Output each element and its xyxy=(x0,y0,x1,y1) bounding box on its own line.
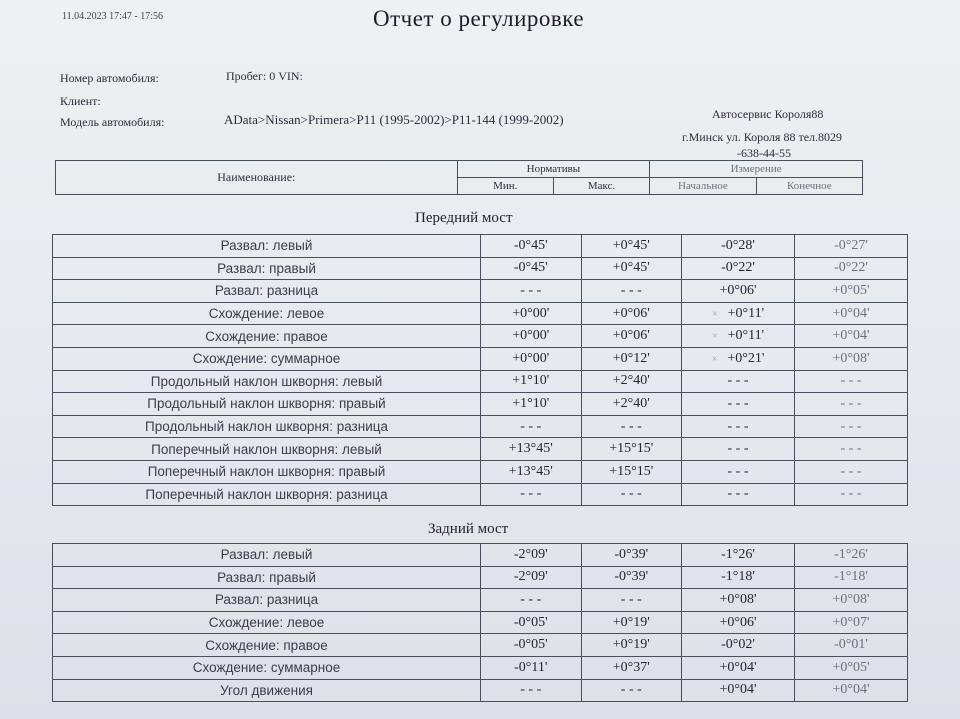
shop-phone: -638-44-55 xyxy=(737,146,791,160)
measure-final-text: +0°05' xyxy=(832,282,870,298)
parameter-name xyxy=(53,679,481,702)
measure-initial-text: +0°08' xyxy=(719,591,757,607)
parameter-name-text: Поперечный наклон шкворня: правый xyxy=(147,464,386,480)
norm-max-text: +0°45' xyxy=(612,260,650,276)
measure-initial xyxy=(682,544,795,567)
parameter-name xyxy=(53,302,481,325)
parameter-name xyxy=(53,634,481,657)
out-of-range-mark: × xyxy=(711,331,718,343)
table-row xyxy=(53,235,908,258)
norm-min-text: - - - xyxy=(520,282,542,298)
norm-min xyxy=(481,302,582,325)
measure-final-text: -0°22' xyxy=(834,260,868,276)
norm-max xyxy=(581,679,682,702)
norm-min-text: +0°00' xyxy=(512,305,550,321)
parameter-name-text: Схождение: левое xyxy=(208,615,325,631)
norm-max xyxy=(581,589,682,612)
measure-initial xyxy=(682,460,795,483)
norm-max xyxy=(581,415,682,438)
parameter-name xyxy=(53,347,481,370)
norm-min-text: +13°45' xyxy=(508,463,553,479)
measure-final xyxy=(795,656,908,679)
mileage-label: Пробег: 0 VIN: xyxy=(226,69,303,83)
norm-min xyxy=(481,393,582,416)
norm-min-text: +0°00' xyxy=(512,350,550,366)
rear-axle-title: Задний мост xyxy=(428,521,509,537)
norm-min xyxy=(481,679,582,702)
parameter-name xyxy=(53,257,481,280)
measure-final-text: +0°08' xyxy=(832,591,870,607)
col-header-final: Конечное xyxy=(756,178,862,195)
norm-min xyxy=(481,483,582,506)
measure-final xyxy=(795,393,908,416)
parameter-name xyxy=(53,460,481,483)
parameter-name-text: Развал: левый xyxy=(220,547,313,563)
measure-final-text: +0°08' xyxy=(832,350,870,366)
norm-min-text: +1°10' xyxy=(512,395,550,411)
norm-max-text: +0°19' xyxy=(612,614,650,630)
norm-max-text: - - - xyxy=(620,486,642,502)
measure-final xyxy=(795,544,908,567)
table-row xyxy=(53,302,908,325)
col-header-measure: Измерение xyxy=(650,161,863,178)
measure-final-text: -0°27' xyxy=(834,237,868,253)
measure-initial-text: +0°11' xyxy=(727,328,765,344)
parameter-name xyxy=(53,483,481,506)
measure-initial xyxy=(682,235,795,258)
norm-min-text: - - - xyxy=(520,682,542,698)
norm-max xyxy=(581,611,682,634)
parameter-name xyxy=(53,544,481,567)
front-axle-title: Передний мост xyxy=(415,210,513,226)
measure-initial xyxy=(682,656,795,679)
norm-min-text: - - - xyxy=(520,591,542,607)
measure-initial-text: +0°21' xyxy=(727,350,765,366)
measure-final-text: -1°18' xyxy=(834,569,868,585)
measure-initial xyxy=(682,415,795,438)
norm-min-text: +1°10' xyxy=(512,373,550,389)
norm-min-text: +0°00' xyxy=(512,328,550,344)
table-row xyxy=(53,438,908,461)
table-row xyxy=(53,393,908,416)
norm-min-text: -0°11' xyxy=(514,659,548,675)
norm-min-text: - - - xyxy=(520,418,542,434)
table-row xyxy=(53,589,908,612)
table-row xyxy=(53,634,908,657)
norm-max-text: +0°37' xyxy=(612,659,650,675)
measure-initial-text: - - - xyxy=(727,486,749,502)
parameter-name-text: Схождение: левое xyxy=(208,306,325,322)
norm-max xyxy=(581,370,682,393)
table-row xyxy=(53,415,908,438)
table-row xyxy=(53,679,908,702)
norm-min-text: -2°09' xyxy=(513,569,548,585)
parameter-name-text: Развал: левый xyxy=(220,238,313,254)
norm-min xyxy=(481,544,582,567)
norm-min-text: +13°45' xyxy=(508,441,553,457)
parameter-name-text: Развал: разница xyxy=(214,592,319,608)
parameter-name-text: Развал: разница xyxy=(214,283,319,299)
norm-max-text: - - - xyxy=(620,282,642,298)
client-label: Клиент: xyxy=(60,94,101,108)
parameter-name-text: Поперечный наклон шкворня: разница xyxy=(145,486,388,502)
parameter-name-text: Продольный наклон шкворня: правый xyxy=(147,396,386,412)
measure-initial-text: -0°02' xyxy=(721,637,755,653)
table-row xyxy=(53,460,908,483)
table-row xyxy=(53,483,908,506)
measure-final-text: +0°05' xyxy=(832,659,870,675)
measure-initial xyxy=(682,280,795,303)
norm-min xyxy=(481,280,582,303)
table-row xyxy=(53,280,908,303)
measure-final xyxy=(795,302,908,325)
parameter-name-text: Развал: правый xyxy=(217,569,316,585)
measure-final xyxy=(795,566,908,589)
measure-initial-text: +0°06' xyxy=(719,282,757,298)
measure-final xyxy=(795,611,908,634)
measure-final xyxy=(795,235,908,258)
parameter-name-text: Угол движения xyxy=(220,682,313,698)
front-axle-table xyxy=(52,234,908,506)
table-row xyxy=(53,347,908,370)
measure-final xyxy=(795,280,908,303)
measure-initial xyxy=(682,257,795,280)
measure-final xyxy=(795,257,908,280)
parameter-name xyxy=(53,438,481,461)
parameter-name-text: Схождение: суммарное xyxy=(192,660,341,676)
norm-min xyxy=(481,589,582,612)
measure-final-text: -0°01' xyxy=(834,637,868,653)
norm-min xyxy=(481,235,582,258)
norm-min xyxy=(481,611,582,634)
measure-final-text: - - - xyxy=(840,486,862,502)
measure-final-text: - - - xyxy=(840,373,862,389)
measure-initial xyxy=(682,370,795,393)
shop-name: Автосервис Короля88 xyxy=(712,107,824,121)
parameter-name xyxy=(53,611,481,634)
measure-final-text: +0°07' xyxy=(832,614,870,630)
col-header-min: Мин. xyxy=(457,178,553,195)
table-row xyxy=(53,656,908,679)
measure-final xyxy=(795,370,908,393)
measure-final-text: - - - xyxy=(840,418,862,434)
measure-final-text: +0°04' xyxy=(832,328,870,344)
parameter-name-text: Схождение: правое xyxy=(205,328,328,344)
measure-final xyxy=(795,679,908,702)
norm-max xyxy=(581,483,682,506)
norm-max xyxy=(581,566,682,589)
measure-initial xyxy=(682,302,795,325)
table-row xyxy=(53,544,908,567)
norm-max-text: +2°40' xyxy=(612,395,650,411)
norm-max xyxy=(581,325,682,348)
measure-initial xyxy=(682,483,795,506)
parameter-name xyxy=(53,566,481,589)
norm-max-text: - - - xyxy=(620,591,642,607)
parameter-name xyxy=(53,415,481,438)
parameter-name-text: Развал: правый xyxy=(217,260,316,276)
norm-max-text: +15°15' xyxy=(609,463,654,479)
measure-initial xyxy=(682,634,795,657)
col-header-norms: Нормативы xyxy=(457,161,650,178)
measure-initial xyxy=(682,347,795,370)
measure-final xyxy=(795,415,908,438)
header-table xyxy=(55,160,863,195)
norm-max-text: +0°06' xyxy=(612,328,650,344)
measure-final-text: - - - xyxy=(840,441,862,457)
norm-min xyxy=(481,370,582,393)
measure-final-text: +0°04' xyxy=(832,682,870,698)
parameter-name xyxy=(53,589,481,612)
norm-max xyxy=(581,257,682,280)
table-row xyxy=(53,370,908,393)
col-header-name: Наименование: xyxy=(56,161,458,195)
measure-initial-text: -0°28' xyxy=(721,237,755,253)
parameter-name xyxy=(53,393,481,416)
norm-max-text: +0°12' xyxy=(612,350,650,366)
norm-min xyxy=(481,325,582,348)
table-row xyxy=(53,566,908,589)
norm-min xyxy=(481,460,582,483)
norm-max-text: -0°39' xyxy=(614,569,649,585)
measure-initial-text: - - - xyxy=(727,441,749,457)
measure-initial xyxy=(682,679,795,702)
report-datetime: 11.04.2023 17:47 - 17:56 xyxy=(62,11,164,22)
measure-final-text: +0°04' xyxy=(832,305,870,321)
measure-initial-text: - - - xyxy=(727,373,749,389)
norm-min-text: -0°45' xyxy=(513,260,548,276)
norm-min-text: -0°05' xyxy=(513,614,548,630)
norm-max xyxy=(581,460,682,483)
measure-initial xyxy=(682,325,795,348)
model-label: Модель автомобиля: xyxy=(60,115,165,129)
measure-initial-text: -1°18' xyxy=(721,569,755,585)
norm-max xyxy=(581,302,682,325)
norm-min-text: -0°45' xyxy=(513,237,548,253)
norm-min-text: -0°05' xyxy=(513,637,548,653)
measure-final-text: -1°26' xyxy=(834,546,868,562)
parameter-name-text: Продольный наклон шкворня: разница xyxy=(145,419,388,435)
parameter-name xyxy=(53,656,481,679)
norm-max xyxy=(581,347,682,370)
norm-max-text: +2°40' xyxy=(612,373,650,389)
measure-initial-text: +0°11' xyxy=(727,305,765,321)
parameter-name-text: Схождение: суммарное xyxy=(192,351,341,367)
norm-max xyxy=(581,393,682,416)
car-number-label: Номер автомобиля: xyxy=(60,71,159,85)
measure-final xyxy=(795,589,908,612)
measure-final xyxy=(795,460,908,483)
measure-initial xyxy=(682,611,795,634)
report-title: Отчет о регулировке xyxy=(373,6,585,31)
norm-max-text: +0°45' xyxy=(612,237,650,253)
measure-initial xyxy=(682,438,795,461)
norm-max-text: +0°19' xyxy=(612,637,650,653)
norm-max xyxy=(581,438,682,461)
measure-final-text: - - - xyxy=(840,463,862,479)
measure-initial-text: - - - xyxy=(727,395,749,411)
norm-max xyxy=(581,634,682,657)
measure-initial xyxy=(682,589,795,612)
norm-min xyxy=(481,257,582,280)
model-value: AData>Nissan>Primera>P11 (1995-2002)>P11-144 (1999-2002) xyxy=(224,112,564,127)
measure-final-text: - - - xyxy=(840,395,862,411)
measure-initial-text: +0°04' xyxy=(719,682,757,698)
parameter-name-text: Продольный наклон шкворня: левый xyxy=(150,373,383,389)
norm-min xyxy=(481,438,582,461)
measure-final xyxy=(795,438,908,461)
norm-max-text: -0°39' xyxy=(614,546,649,562)
norm-max-text: +15°15' xyxy=(609,441,654,457)
parameter-name-text: Схождение: правое xyxy=(205,637,328,653)
measure-final xyxy=(795,347,908,370)
measure-final xyxy=(795,325,908,348)
measure-final xyxy=(795,634,908,657)
norm-max-text: +0°06' xyxy=(612,305,650,321)
measure-initial-text: -0°22' xyxy=(721,260,755,276)
parameter-name xyxy=(53,325,481,348)
norm-min xyxy=(481,347,582,370)
norm-min xyxy=(481,634,582,657)
norm-min xyxy=(481,656,582,679)
norm-max xyxy=(581,656,682,679)
norm-max xyxy=(581,280,682,303)
norm-min xyxy=(481,566,582,589)
out-of-range-mark: × xyxy=(711,308,718,320)
measure-initial-text: -1°26' xyxy=(721,546,755,562)
norm-max-text: - - - xyxy=(620,418,642,434)
norm-min-text: - - - xyxy=(520,486,542,502)
norm-max xyxy=(581,235,682,258)
measure-initial-text: +0°04' xyxy=(719,659,757,675)
parameter-name xyxy=(53,370,481,393)
norm-min-text: -2°09' xyxy=(513,546,548,562)
norm-min xyxy=(481,415,582,438)
table-row xyxy=(53,257,908,280)
measure-initial-text: - - - xyxy=(727,418,749,434)
measure-final xyxy=(795,483,908,506)
shop-address: г.Минск ул. Короля 88 тел.8029 xyxy=(682,130,843,144)
norm-max-text: - - - xyxy=(620,682,642,698)
col-header-initial: Начальное xyxy=(650,178,756,195)
measure-initial xyxy=(682,393,795,416)
measure-initial-text: +0°06' xyxy=(719,614,757,630)
parameter-name xyxy=(53,235,481,258)
measure-initial-text: - - - xyxy=(727,463,749,479)
parameter-name-text: Поперечный наклон шкворня: левый xyxy=(151,441,382,457)
table-row xyxy=(53,611,908,634)
col-header-max: Макс. xyxy=(553,178,649,195)
norm-max xyxy=(581,544,682,567)
out-of-range-mark: × xyxy=(711,353,718,365)
measure-initial xyxy=(682,566,795,589)
table-row xyxy=(53,325,908,348)
rear-axle-table xyxy=(52,543,908,702)
parameter-name xyxy=(53,280,481,303)
